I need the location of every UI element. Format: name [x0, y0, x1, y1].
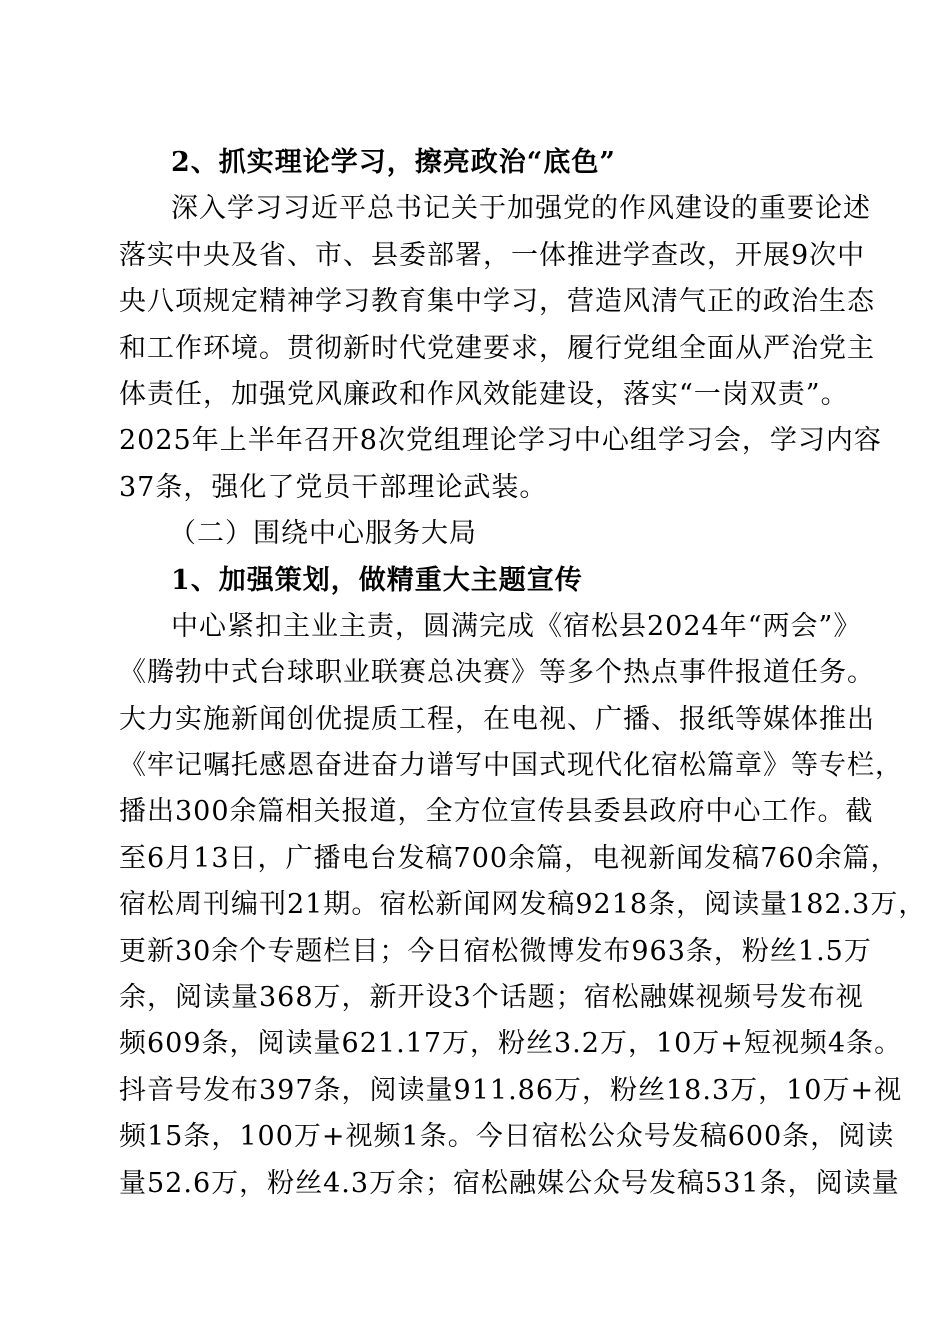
- paragraph-line: 更新30余个专题栏目；今日宿松微博发布963条，粉丝1.5万: [119, 935, 872, 967]
- section-title-serve-center: （二）围绕中心服务大局: [169, 518, 477, 550]
- paragraph-line: 《牢记嘱托感恩奋进奋力谱写中国式现代化宿松篇章》等专栏，: [119, 750, 903, 782]
- paragraph-line: 体责任，加强党风廉政和作风效能建设，落实“一岗双责”。: [119, 378, 849, 410]
- paragraph-line: 中心紧扣主业主责，圆满完成《宿松县2024年“两会”》: [171, 610, 862, 642]
- paragraph-theory-study: [119, 186, 882, 511]
- paragraph-line: 余，阅读量368万，新开设3个话题；宿松融媒视频号发布视: [119, 982, 864, 1014]
- paragraph-line: 宿松周刊编刊21期。宿松新闻网发稿9218条，阅读量182.3万，: [119, 889, 927, 921]
- paragraph-line: 央八项规定精神学习教育集中学习，营造风清气正的政治生态: [119, 286, 875, 318]
- paragraph-major-themes: [119, 604, 927, 1207]
- paragraph-line: 落实中央及省、市、县委部署，一体推进学查改，开展9次中: [119, 239, 866, 271]
- paragraph-line: 大力实施新闻创优提质工程，在电视、广播、报纸等媒体推出: [119, 703, 875, 735]
- paragraph-line: 深入学习习近平总书记关于加强党的作风建设的重要论述: [171, 193, 871, 225]
- paragraph-line: 频15条，100万+视频1条。今日宿松公众号发稿600条，阅读: [119, 1121, 895, 1153]
- paragraph-line: 量52.6万，粉丝4.3万余；宿松融媒公众号发稿531条，阅读量: [119, 1167, 900, 1199]
- paragraph-line: 37条，强化了党员干部理论武装。: [119, 471, 548, 503]
- paragraph-line: 至6月13日，广播电台发稿700余篇，电视新闻发稿760余篇，: [119, 842, 899, 874]
- document-page: [119, 140, 927, 1207]
- paragraph-line: 频609条，阅读量621.17万，粉丝3.2万，10万+短视频4条。: [119, 1028, 903, 1060]
- paragraph-line: 和工作环境。贯彻新时代党建要求，履行党组全面从严治党主: [119, 332, 875, 364]
- paragraph-line: 抖音号发布397条，阅读量911.86万，粉丝18.3万，10万+视: [119, 1074, 903, 1106]
- heading-major-themes: 1、加强策划，做精重大主题宣传: [171, 564, 583, 596]
- paragraph-line: 《腾勃中式台球职业联赛总决赛》等多个热点事件报道任务。: [119, 657, 875, 689]
- paragraph-line: 播出300余篇相关报道，全方位宣传县委县政府中心工作。截: [119, 796, 874, 828]
- paragraph-line: 2025年上半年召开8次党组理论学习中心组学习会，学习内容: [119, 425, 882, 457]
- heading-theory-study: 2、抓实理论学习，擦亮政治“底色”: [171, 147, 616, 178]
